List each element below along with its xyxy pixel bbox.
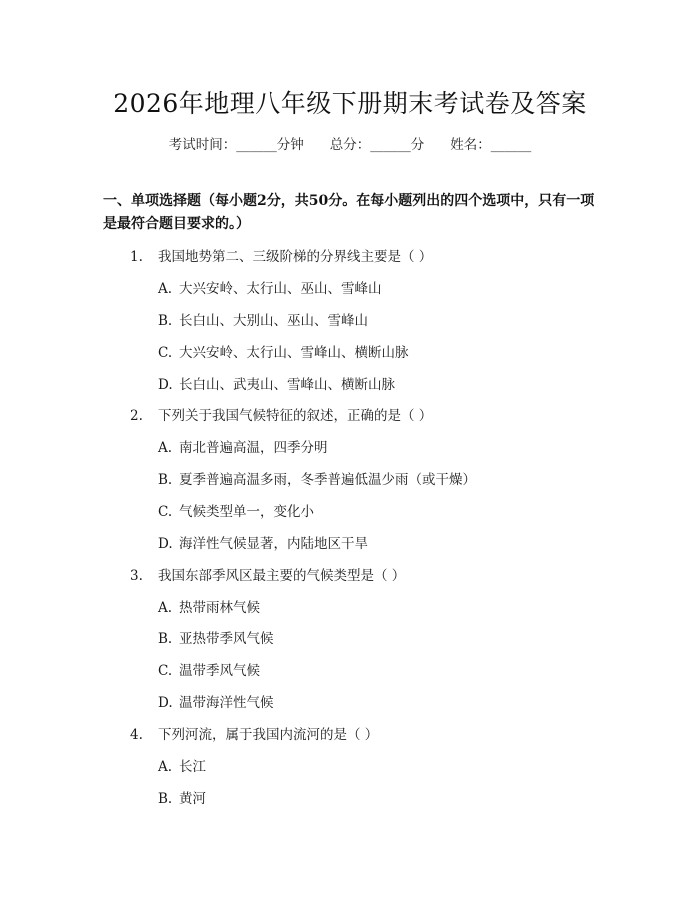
option-1b (158, 309, 368, 329)
option-letter: D. (158, 377, 173, 393)
option-text: 温带季风气候 (179, 663, 260, 679)
option-text: 温带海洋性气候 (179, 695, 274, 711)
option-2c (158, 500, 314, 520)
question-4 (130, 723, 378, 743)
question-2 (130, 404, 432, 424)
option-text: 长江 (179, 759, 206, 775)
option-text: 热带雨林气候 (179, 600, 260, 616)
option-letter: A. (158, 759, 173, 775)
question-text: 我国地势第二、三级阶梯的分界线主要是（ ） (158, 249, 433, 265)
option-text: 亚热带季风气候 (179, 631, 274, 647)
option-letter: C. (158, 504, 173, 520)
option-2b (158, 468, 476, 488)
option-letter: A. (158, 281, 173, 297)
question-text: 我国东部季风区最主要的气候类型是（ ） (158, 568, 406, 584)
option-letter: B. (158, 631, 173, 647)
option-text: 夏季普遍高温多雨，冬季普遍低温少雨（或干燥） (179, 472, 476, 488)
option-2a (158, 436, 328, 456)
option-text: 长白山、大别山、巫山、雪峰山 (179, 313, 368, 329)
option-3b (158, 627, 274, 647)
option-letter: D. (158, 695, 173, 711)
option-letter: A. (158, 600, 173, 616)
option-letter: C. (158, 663, 173, 679)
question-text: 下列关于我国气候特征的叙述，正确的是（ ） (158, 408, 433, 424)
option-1c (158, 341, 409, 361)
option-1a (158, 277, 382, 297)
option-4a (158, 755, 206, 775)
exam-time-field: 考试时间：______分钟 (168, 137, 304, 153)
question-3 (130, 564, 405, 584)
option-2d (158, 532, 368, 552)
option-letter: A. (158, 440, 173, 456)
option-letter: C. (158, 345, 173, 361)
student-name-field: 姓名：______ (450, 137, 532, 153)
question-text: 下列河流，属于我国内流河的是（ ） (158, 727, 379, 743)
page-title: 2026年地理八年级下册期末考试卷及答案 (113, 89, 587, 118)
question-number: 1. (130, 249, 143, 265)
option-letter: B. (158, 791, 173, 807)
option-3c (158, 659, 260, 679)
option-text: 大兴安岭、太行山、雪峰山、横断山脉 (179, 345, 409, 361)
option-text: 大兴安岭、太行山、巫山、雪峰山 (179, 281, 382, 297)
section-heading: 一、单项选择题（每小题2分，共50分。在每小题列出的四个选项中，只有一项是最符合题目要求的。） (103, 193, 595, 232)
option-letter: B. (158, 472, 173, 488)
option-4b (158, 787, 206, 807)
option-1d (158, 373, 395, 393)
option-text: 黄河 (179, 791, 206, 807)
total-score-field: 总分：______分 (329, 137, 425, 153)
option-3a (158, 596, 260, 616)
option-letter: D. (158, 536, 173, 552)
question-number: 2. (130, 408, 143, 424)
option-letter: B. (158, 313, 173, 329)
option-text: 长白山、武夷山、雪峰山、横断山脉 (179, 377, 395, 393)
option-text: 气候类型单一，变化小 (179, 504, 314, 520)
option-text: 南北普遍高温，四季分明 (179, 440, 328, 456)
option-3d (158, 691, 274, 711)
question-number: 3. (130, 568, 143, 584)
exam-meta-line (0, 133, 700, 153)
option-text: 海洋性气候显著，内陆地区干旱 (179, 536, 368, 552)
question-1 (130, 245, 432, 265)
question-number: 4. (130, 727, 143, 743)
